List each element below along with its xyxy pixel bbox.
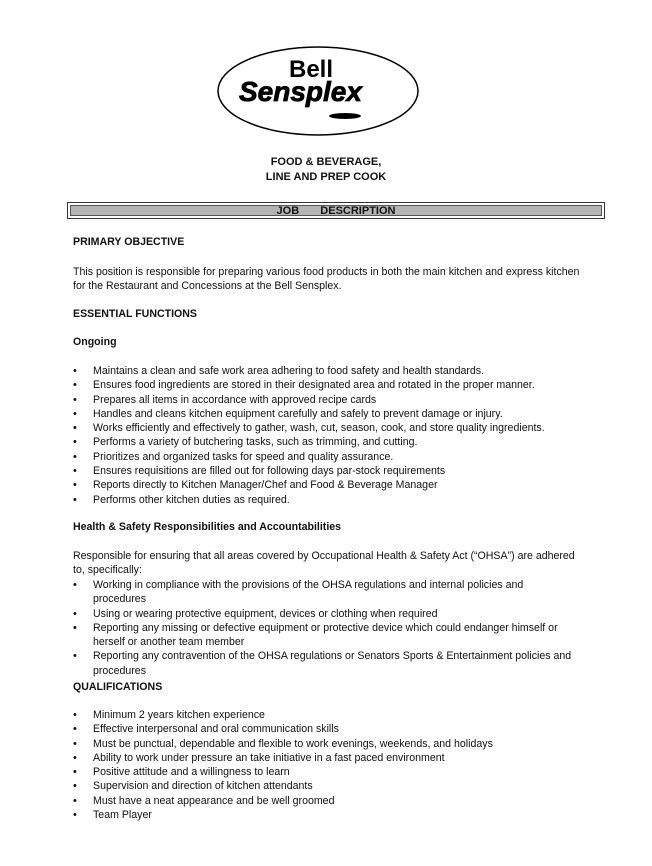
list-item: • Reporting any contravention of the OHSA regulations or Senators Sports & Entertainment policies and procedures: [73, 649, 573, 678]
health-safety-list: [73, 578, 573, 678]
list-item: • Supervision and direction of kitchen attendants: [73, 779, 573, 793]
list-item: • Works efficiently and effectively to gather, wash, cut, season, cook, and store quality ingredients.: [73, 421, 573, 435]
job-description-heading: JOB DESCRIPTION: [276, 205, 396, 217]
qualifications-heading: QUALIFICATIONS: [73, 681, 163, 693]
list-item: • Must have a neat appearance and be well groomed: [73, 794, 573, 808]
list-item: • Ensures food ingredients are stored in their designated area and rotated in the proper manner.: [73, 378, 573, 392]
list-item: • Must be punctual, dependable and flexible to work evenings, weekends, and holidays: [73, 737, 573, 751]
list-item: • Prepares all items in accordance with approved recipe cards: [73, 393, 573, 407]
primary-objective-line-2: for the Restaurant and Concessions at the Bell Sensplex.: [73, 280, 342, 292]
primary-objective-text: [73, 265, 593, 293]
list-item: • Working in compliance with the provisions of the OHSA regulations and internal policies and procedures: [73, 578, 573, 607]
list-item: • Ability to work under pressure an take initiative in a fast paced environment: [73, 751, 573, 765]
list-item: • Handles and cleans kitchen equipment carefully and safely to prevent damage or injury.: [73, 407, 573, 421]
list-item: • Positive attitude and a willingness to learn: [73, 765, 573, 779]
list-item: • Performs other kitchen duties as required.: [73, 493, 573, 507]
list-item: • Maintains a clean and safe work area adhering to food safety and health standards.: [73, 364, 573, 378]
ongoing-subheading: Ongoing: [73, 336, 117, 348]
list-item: • Performs a variety of butchering tasks, such as trimming, and cutting.: [73, 435, 573, 449]
list-item: • Ensures requisitions are filled out for following days par-stock requirements: [73, 464, 573, 478]
bell-sensplex-logo: [216, 45, 420, 137]
list-item: • Reports directly to Kitchen Manager/Chef and Food & Beverage Manager: [73, 478, 573, 492]
essential-functions-heading: ESSENTIAL FUNCTIONS: [73, 308, 197, 320]
list-item: • Effective interpersonal and oral communication skills: [73, 722, 573, 736]
list-item: • Using or wearing protective equipment, devices or clothing when required: [73, 607, 573, 621]
list-item: • Prioritizes and organized tasks for speed and quality assurance.: [73, 450, 573, 464]
logo-emblem-icon: [216, 45, 420, 137]
list-item: • Team Player: [73, 808, 573, 822]
document-title: [0, 155, 652, 185]
ongoing-duties-list: [73, 364, 573, 507]
health-safety-intro: [73, 549, 593, 577]
title-line-1: FOOD & BEVERAGE,: [270, 156, 382, 168]
job-description-heading-bar: [67, 202, 605, 219]
primary-objective-line-1: This position is responsible for preparing various food products in both the main kitchen and express kitchen: [73, 266, 580, 278]
title-line-2: LINE AND PREP COOK: [265, 171, 387, 183]
logo-sensplex-text: Sensplex: [239, 76, 362, 107]
health-safety-heading: Health & Safety Responsibilities and Accountabilities: [73, 521, 342, 533]
list-item: • Minimum 2 years kitchen experience: [73, 708, 573, 722]
health-safety-intro-line-2: to, specifically:: [73, 564, 142, 576]
logo-bell-text: Bell: [289, 56, 334, 83]
health-safety-intro-line-1: Responsible for ensuring that all areas covered by Occupational Health & Safety Act (“OHSA”) are adhered: [73, 550, 575, 562]
qualifications-list: [73, 708, 573, 822]
list-item: • Reporting any missing or defective equipment or protective device which could endanger himself or herself or another team member: [73, 621, 563, 650]
primary-objective-heading: PRIMARY OBJECTIVE: [73, 236, 185, 248]
